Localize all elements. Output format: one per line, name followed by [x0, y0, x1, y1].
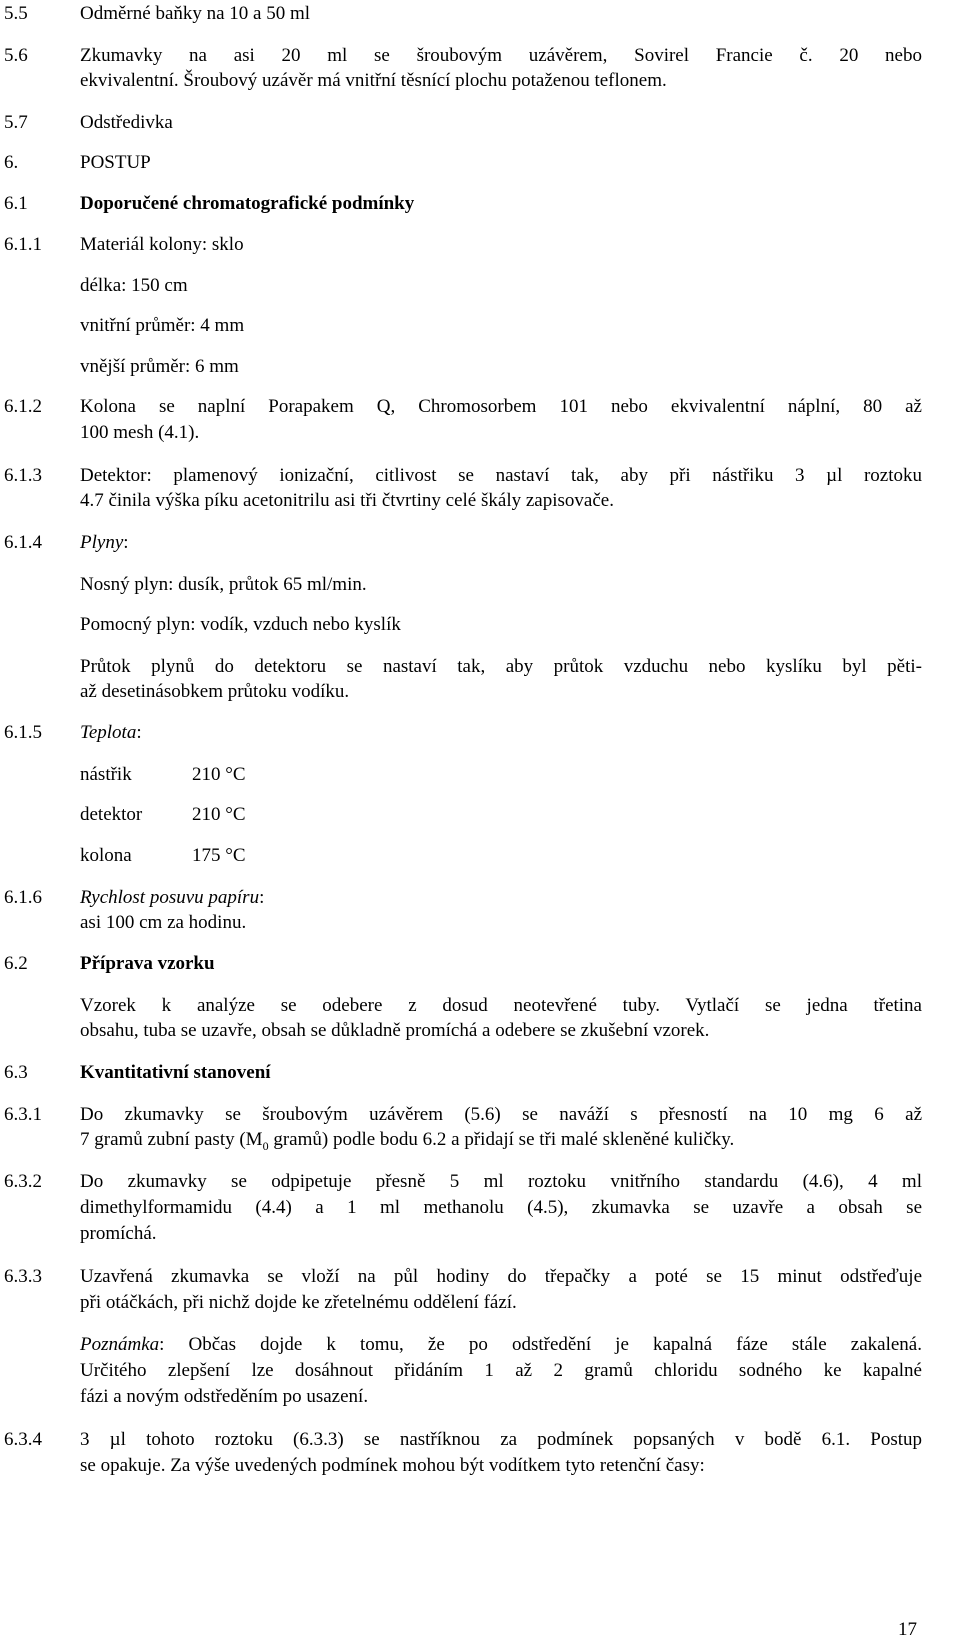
section-number: 6.3 — [4, 1062, 28, 1083]
section-heading: Kvantitativní stanovení — [80, 1062, 271, 1083]
temperature-value: 210 °C — [192, 764, 246, 785]
section-text: Uzavřená zkumavka se vloží na půl hodiny do třepačky a poté se 15 minut odstřeďuje — [80, 1266, 922, 1287]
section-text: 3 µl tohoto roztoku (6.3.3) se nastříknou za podmínek popsaných v bodě 6.1. Postup — [80, 1429, 922, 1450]
section-text: vnější průměr: 6 mm — [80, 356, 239, 377]
temperature-label: kolona — [80, 845, 132, 866]
temperature-value: 210 °C — [192, 804, 246, 825]
section-heading: Doporučené chromatografické podmínky — [80, 193, 415, 214]
section-number: 6.3.3 — [4, 1266, 42, 1287]
section-text: ekvivalentní. Šroubový uzávěr má vnitřní těsnící plochu potaženou teflonem. — [80, 70, 667, 91]
section-text: Odměrné baňky na 10 a 50 ml — [80, 3, 311, 24]
subheading-label: Teplota — [80, 722, 137, 743]
section-subheading — [80, 887, 264, 909]
subheading-label: Rychlost posuvu papíru — [80, 887, 260, 908]
section-number: 6.3.4 — [4, 1429, 42, 1450]
section-text: se opakuje. Za výše uvedených podmínek mohou být vodítkem tyto retenční časy: — [80, 1455, 705, 1476]
section-text: Materiál kolony: sklo — [80, 234, 244, 255]
section-text: délka: 150 cm — [80, 275, 188, 296]
temperature-value: 175 °C — [192, 845, 246, 866]
subheading-colon: : — [136, 722, 142, 743]
section-number: 6. — [4, 152, 19, 173]
section-text — [80, 1129, 734, 1151]
section-number: 6.1 — [4, 193, 28, 214]
section-text: Zkumavky na asi 20 ml se šroubovým uzávěrem, Sovirel Francie č. 20 nebo — [80, 45, 922, 66]
page-number: 17 — [898, 1619, 917, 1640]
section-text: dimethylformamidu (4.4) a 1 ml methanolu (4.5), zkumavka se uzavře a obsah se — [80, 1197, 922, 1218]
section-number: 6.1.3 — [4, 465, 42, 486]
section-text: Odstředivka — [80, 112, 173, 133]
subscript: 0 — [262, 1138, 269, 1153]
section-text: asi 100 cm za hodinu. — [80, 912, 247, 933]
section-number: 5.6 — [4, 45, 28, 66]
text-fragment: : Občas dojde k tomu, že po odstředění je kapalná fáze stále zakalená. — [159, 1334, 922, 1355]
subheading-colon: : — [259, 887, 265, 908]
note-text: fázi a novým odstředěním po usazení. — [80, 1386, 369, 1407]
section-number: 6.1.5 — [4, 722, 42, 743]
section-number: 6.1.4 — [4, 532, 42, 553]
section-number: 5.7 — [4, 112, 28, 133]
section-text: 100 mesh (4.1). — [80, 422, 200, 443]
section-text: Detektor: plamenový ionizační, citlivost se nastaví tak, aby při nástřiku 3 µl roztoku — [80, 465, 922, 486]
subheading-colon: : — [123, 532, 129, 553]
section-text: Do zkumavky se šroubovým uzávěrem (5.6) se naváží s přesností na 10 mg 6 až — [80, 1104, 922, 1125]
section-heading: Příprava vzorku — [80, 953, 215, 974]
section-text: až desetinásobkem průtoku vodíku. — [80, 681, 350, 702]
section-text: 4.7 činila výška píku acetonitrilu asi tři čtvrtiny celé škály zapisovače. — [80, 490, 614, 511]
section-text: vnitřní průměr: 4 mm — [80, 315, 245, 336]
section-number: 6.3.2 — [4, 1171, 42, 1192]
section-number: 6.1.6 — [4, 887, 42, 908]
text-fragment: 7 gramů zubní pasty (M — [80, 1129, 263, 1150]
subheading-label: Plyny — [80, 532, 124, 553]
section-text: Nosný plyn: dusík, průtok 65 ml/min. — [80, 574, 367, 595]
section-text: Pomocný plyn: vodík, vzduch nebo kyslík — [80, 614, 401, 635]
section-subheading — [80, 532, 129, 554]
note-label: Poznámka — [80, 1334, 160, 1355]
section-text: promíchá. — [80, 1223, 157, 1244]
note-text — [80, 1334, 922, 1356]
section-text: Do zkumavky se odpipetuje přesně 5 ml roztoku vnitřního standardu (4.6), 4 ml — [80, 1171, 922, 1192]
section-number: 6.3.1 — [4, 1104, 42, 1125]
section-number: 5.5 — [4, 3, 28, 24]
note-text: Určitého zlepšení lze dosáhnout přidáním 1 až 2 gramů chloridu sodného ke kapalné — [80, 1360, 922, 1381]
section-number: 6.1.1 — [4, 234, 42, 255]
section-subheading — [80, 722, 142, 744]
text-fragment: gramů) podle bodu 6.2 a přidají se tři malé skleněné kuličky. — [268, 1129, 735, 1150]
temperature-label: detektor — [80, 804, 143, 825]
section-text: Vzorek k analýze se odebere z dosud neotevřené tuby. Vytlačí se jedna třetina — [80, 995, 922, 1016]
section-text: při otáčkách, při nichž dojde ke zřetelnému oddělení fází. — [80, 1292, 517, 1313]
section-text: Kolona se naplní Porapakem Q, Chromosorbem 101 nebo ekvivalentní náplní, 80 až — [80, 396, 922, 417]
section-number: 6.2 — [4, 953, 28, 974]
section-text: Průtok plynů do detektoru se nastaví tak, aby průtok vzduchu nebo kyslíku byl pěti- — [80, 656, 922, 677]
temperature-label: nástřik — [80, 764, 132, 785]
section-number: 6.1.2 — [4, 396, 42, 417]
section-heading: POSTUP — [80, 152, 151, 173]
section-text: obsahu, tuba se uzavře, obsah se důkladně promíchá a odebere se zkušební vzorek. — [80, 1020, 710, 1041]
